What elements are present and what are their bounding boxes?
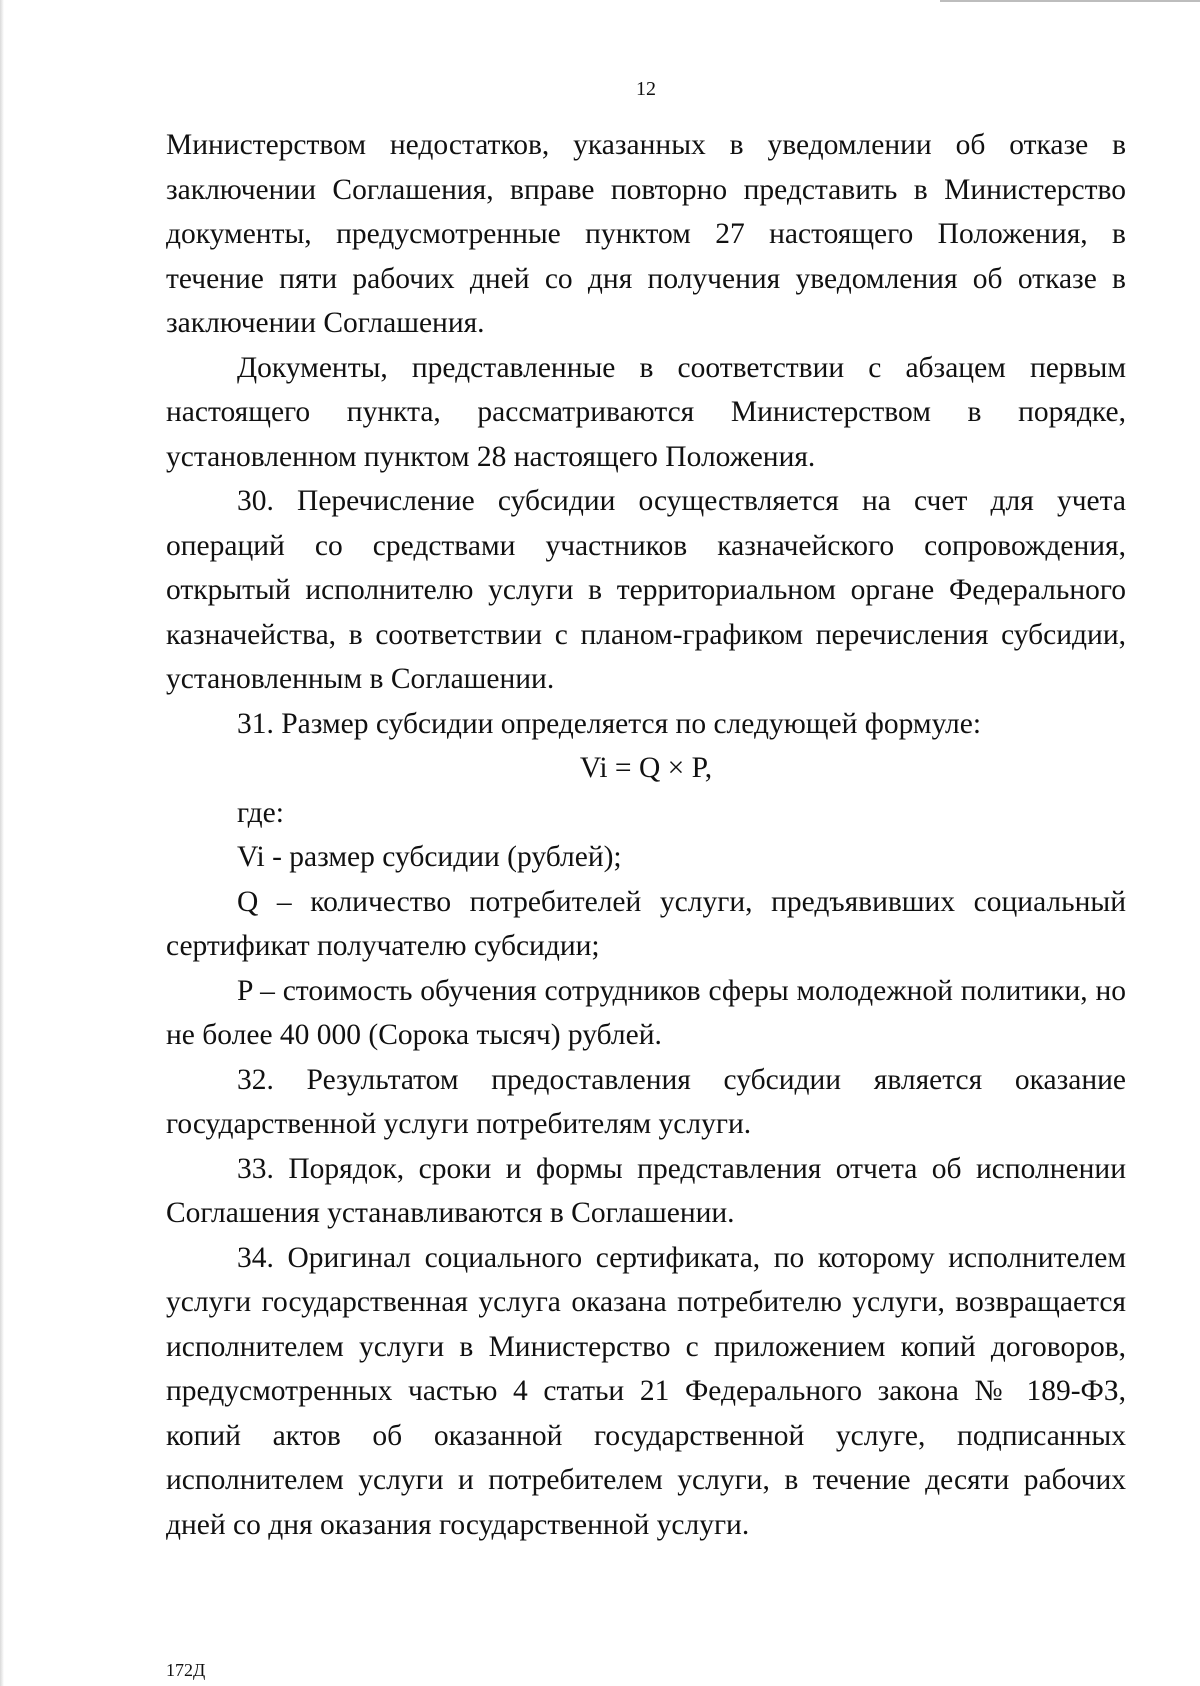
scan-edge-top bbox=[940, 0, 1200, 2]
paragraph-documents: Документы, представленные в соответствии с абзацем первым настоящего пункта, рассматриваются Министерством в порядке, установленном пунктом 28 настоящего Положения. bbox=[166, 351, 1126, 473]
paragraph-item-34: 34. Оригинал социального сертификата, по которому исполнителем услуги государственная услуга оказана потребителю услуги, возвращается исполнителем услуги в Министерство с приложением копий договоров, предусмотренных частью 4 статьи 21 Федерального закона № 189-ФЗ, копий актов об оказанной государственной услуге, подписанных исполнителем услуги и потребителем услуги, в течение десяти рабочих дней со дня оказания государственной услуги. bbox=[166, 1241, 1126, 1541]
paragraph-item-30: 30. Перечисление субсидии осуществляется на счет для учета операций со средствами участников казначейского сопровождения, открытый исполнителю услуги в территориальном органе Федерального казначейства, в соответствии с планом-графиком перечисления субсидии, установленным в Соглашении. bbox=[166, 485, 1126, 695]
definition-p: P – стоимость обучения сотрудников сферы молодежной политики, но не более 40 000 (Сорока тысяч) рублей. bbox=[166, 974, 1126, 1051]
paragraph-item-31: 31. Размер субсидии определяется по следующей формуле: bbox=[237, 707, 982, 740]
footer-code: 172Д bbox=[166, 1660, 206, 1680]
page-number: 12 bbox=[636, 78, 656, 100]
scan-edge-left bbox=[0, 0, 4, 1686]
paragraph-item-33: 33. Порядок, сроки и формы представления отчета об исполнении Соглашения устанавливаются в Соглашении. bbox=[166, 1152, 1126, 1229]
definition-vi: Vi - размер субсидии (рублей); bbox=[237, 841, 622, 873]
paragraph-where: где: bbox=[237, 796, 284, 829]
paragraph-item-32: 32. Результатом предоставления субсидии является оказание государственной услуги потребителям услуги. bbox=[166, 1063, 1126, 1140]
definition-q: Q – количество потребителей услуги, предъявивших социальный сертификат получателю субсидии; bbox=[166, 885, 1126, 962]
document-body bbox=[166, 123, 1126, 1547]
formula: Vi = Q × P, bbox=[579, 752, 713, 784]
paragraph-continuation: Министерством недостатков, указанных в уведомлении об отказе в заключении Соглашения, вправе повторно представить в Министерство документы, предусмотренные пунктом 27 настоящего Положения, в течение пяти рабочих дней со дня получения уведомления об отказе в заключении Соглашения. bbox=[166, 129, 1126, 339]
